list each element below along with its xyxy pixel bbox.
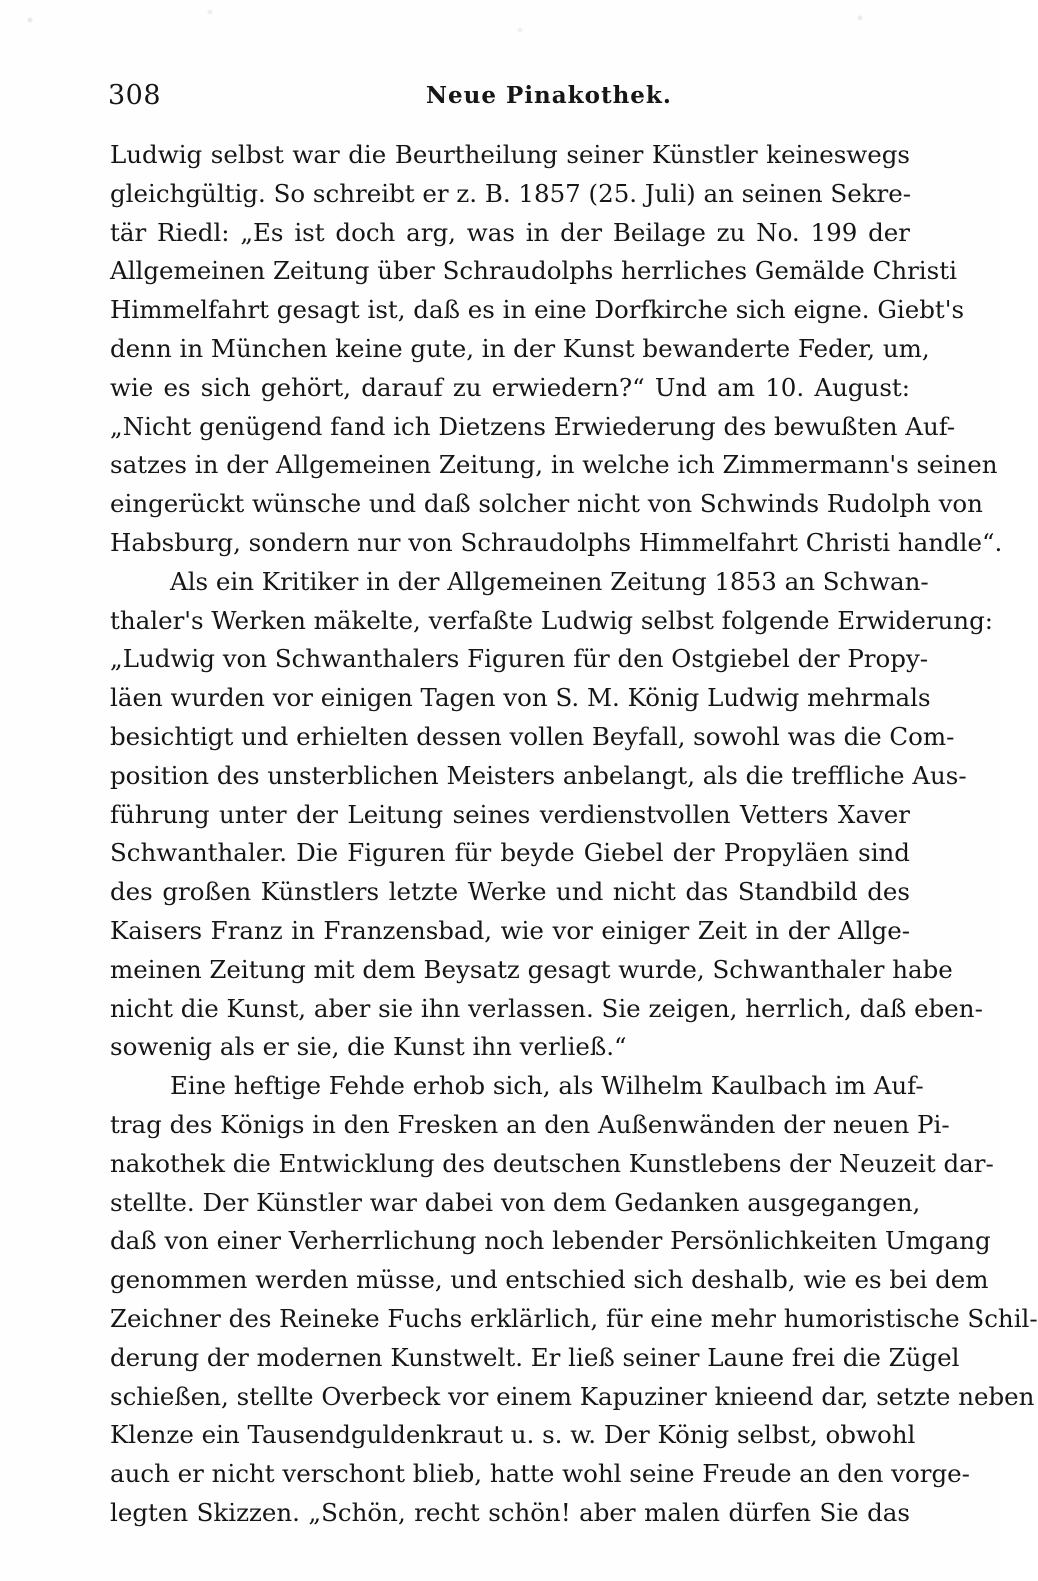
- text-line: genommen werden müsse, und entschied sich deshalb, wie es bei dem: [110, 1265, 989, 1295]
- text-line: Zeichner des Reineke Fuchs erklärlich, für eine mehr humoristische Schil-: [110, 1303, 1038, 1333]
- text-line: denn in München keine gute, in der Kunst bewanderte Feder, um,: [110, 333, 930, 363]
- text-line: nicht die Kunst, aber sie ihn verlassen. Sie zeigen, herrlich, daß eben-: [110, 993, 983, 1023]
- text-line: tär Riedl: „Es ist doch arg, was in der Beilage zu No. 199 der: [110, 217, 910, 247]
- text-line: thaler's Werken mäkelte, verfaßte Ludwig selbst folgende Erwiderung:: [110, 605, 994, 635]
- text-line: wie es sich gehört, darauf zu erwiedern?“ Und am 10. August:: [110, 372, 910, 402]
- page-number: 308: [108, 80, 162, 111]
- text-line: führung unter der Leitung seines verdienstvollen Vetters Xaver: [110, 799, 910, 829]
- text-line: schießen, stellte Overbeck vor einem Kapuziner knieend dar, setzte neben: [110, 1381, 1035, 1411]
- text-line: satzes in der Allgemeinen Zeitung, in welche ich Zimmermann's seinen: [110, 450, 998, 480]
- text-line: Habsburg, sondern nur von Schraudolphs Himmelfahrt Christi handle“.: [110, 527, 1003, 557]
- text-line: trag des Königs in den Fresken an den Außenwänden der neuen Pi-: [110, 1109, 950, 1139]
- text-line: „Nicht genügend fand ich Dietzens Erwiederung des bewußten Auf-: [110, 411, 956, 441]
- running-title: Neue Pinakothek.: [426, 82, 672, 109]
- text-line: legten Skizzen. „Schön, recht schön! aber malen dürfen Sie das: [110, 1497, 910, 1527]
- text-line: besichtigt und erhielten dessen vollen Beyfall, sowohl was die Com-: [110, 721, 955, 751]
- text-line: nakothek die Entwicklung des deutschen Kunstlebens der Neuzeit dar-: [110, 1148, 994, 1178]
- text-line: Himmelfahrt gesagt ist, daß es in eine Dorfkirche sich eigne. Giebt's: [110, 295, 965, 325]
- text-line: Klenze ein Tausendguldenkraut u. s. w. Der König selbst, obwohl: [110, 1420, 916, 1450]
- text-line: auch er nicht verschont blieb, hatte wohl seine Freude an den vorge-: [110, 1459, 970, 1489]
- text-line: gleichgültig. So schreibt er z. B. 1857 (25. Juli) an seinen Sekre-: [110, 178, 912, 208]
- text-line: Als ein Kritiker in der Allgemeinen Zeitung 1853 an Schwan-: [170, 566, 929, 596]
- scan-artifacts: [0, 0, 1000, 60]
- text-line: Kaisers Franz in Franzensbad, wie vor einiger Zeit in der Allge-: [110, 915, 910, 945]
- text-line: Schwanthaler. Die Figuren für beyde Giebel der Propyläen sind: [110, 838, 910, 868]
- text-line: „Ludwig von Schwanthalers Figuren für den Ostgiebel der Propy-: [110, 644, 929, 674]
- page-header: [108, 80, 908, 116]
- text-line: Eine heftige Fehde erhob sich, als Wilhelm Kaulbach im Auf-: [170, 1071, 924, 1101]
- text-line: position des unsterblichen Meisters anbelangt, als die treffliche Aus-: [110, 760, 967, 790]
- text-line: Ludwig selbst war die Beurtheilung seiner Künstler keineswegs: [110, 140, 910, 169]
- text-line: Allgemeinen Zeitung über Schraudolphs herrliches Gemälde Christi: [110, 256, 957, 286]
- text-line: eingerückt wünsche und daß solcher nicht von Schwinds Rudolph von: [110, 489, 983, 519]
- text-line: sowenig als er sie, die Kunst ihn verließ.“: [110, 1032, 627, 1062]
- text-line: des großen Künstlers letzte Werke und nicht das Standbild des: [110, 877, 910, 907]
- text-line: meinen Zeitung mit dem Beysatz gesagt wurde, Schwanthaler habe: [110, 954, 953, 984]
- text-line: läen wurden vor einigen Tagen von S. M. König Ludwig mehrmals: [110, 683, 931, 713]
- text-line: daß von einer Verherrlichung noch lebender Persönlichkeiten Umgang: [110, 1226, 991, 1256]
- text-line: stellte. Der Künstler war dabei von dem Gedanken ausgegangen,: [110, 1187, 921, 1217]
- text-line: derung der modernen Kunstwelt. Er ließ seiner Laune frei die Zügel: [110, 1342, 960, 1372]
- body-text: [110, 136, 1038, 1533]
